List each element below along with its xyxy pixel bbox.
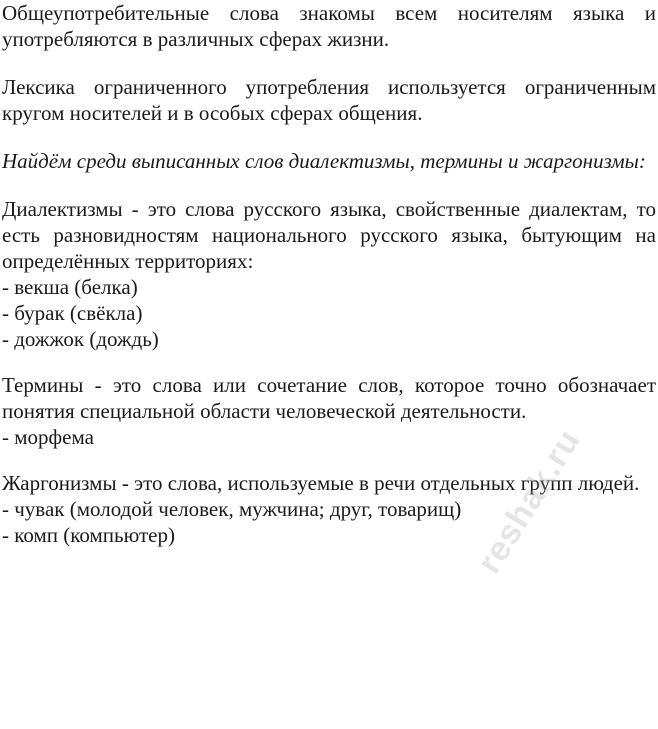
list-item-dialect-burak: - бурак (свёкла) [2, 301, 143, 325]
watermark-logo: reshak.ru [470, 422, 589, 581]
list-item-term-morfema: - морфема [2, 425, 94, 449]
paragraph-limited-lexicon: Лексика ограниченного употребления используется ограниченным кругом носителей и в особых сферах общения. [2, 75, 656, 125]
paragraph-terms-definition: Термины - это слова или сочетание слов, которое точно обозначает понятия специальной области человеческой деятельности. [2, 373, 656, 423]
paragraph-common-words: Общеупотребительные слова знакомы всем носителям языка и употребляются в различных сферах жизни. [2, 1, 656, 51]
list-item-jargon-chuvak: - чувак (молодой человек, мужчина; друг, товарищ) [2, 497, 462, 521]
list-item-dialect-veksha: - векша (белка) [2, 275, 138, 299]
paragraph-dialectisms-definition: Диалектизмы - это слова русского языка, свойственные диалектам, то есть разновидностям национального русского языка, бытующим на определённых территориях: [2, 197, 656, 273]
paragraph-jargon-definition: Жаргонизмы - это слова, используемые в речи отдельных групп людей. [2, 471, 640, 495]
list-item-dialect-dozhzhok: - дожжок (дождь) [2, 327, 159, 351]
list-item-jargon-komp: - комп (компьютер) [2, 523, 175, 547]
paragraph-task-italic: Найдём среди выписанных слов диалектизмы, термины и жаргонизмы: [2, 149, 646, 173]
